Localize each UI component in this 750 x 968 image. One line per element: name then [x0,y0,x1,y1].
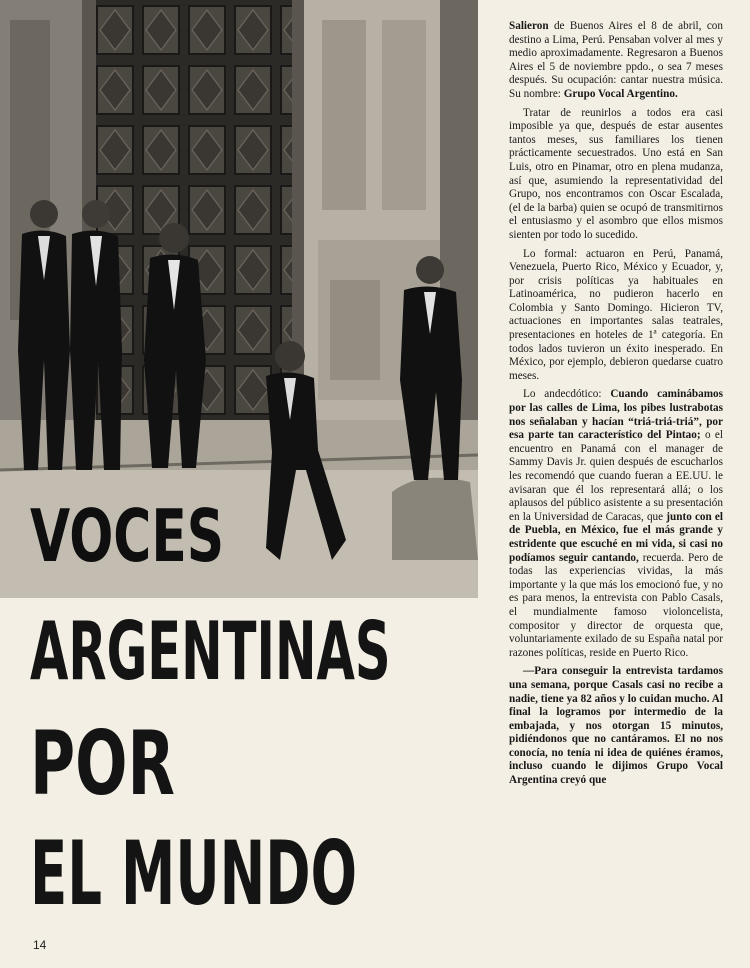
p5-quote: —Para conseguir la entrevista tardamos una semana, porque Casals casi no recibe a nadie, tiene ya 82 años y lo cuidan mucho. Al final la logramos por intermedio de la embajada, y nos otorgan 15 minutos, pidiéndonos que no cantáramos. El no nos conocía, no tenía ni idea de quiénes éramos, incluso cuando le dijimos Grupo Vocal Argentina creyó que [509,665,723,787]
p4-body: o el encuentro en Panamá con el manager de Sammy Davis Jr. quien después de escucharlos les recomendó que cuando fueran a EE.UU. le avisaran que él los representará allá; o los aplausos del público asistente a su presentación en la Universidad de Caracas, que [509,429,724,523]
group-name: Grupo Vocal Argentino. [563,87,678,100]
article-paragraph-4 [509,388,723,660]
headline-line-4: EL MUNDO [30,822,357,925]
article-paragraph-3: Lo formal: actuaron en Perú, Panamá, Venezuela, Puerto Rico, México y Ecuador, y, por crisis políticas ya habituales en Latinoamérica, no pudieron hacerlo en Colombia y Santo Domingo. Hicieron TV, actuaciones en importantes salas teatrales, presentaciones en hoteles de 1ª categoría. En todos lados tuvieron un éxito inesperado. En México, por ejemplo, debieron quedarse cuatro meses. [509,247,723,382]
article-paragraph-1 [509,20,723,102]
p4-closing: recuerda. Pero de todas las experiencias vividas, la más importante y la que más los emocionó fue, y no es para menos, la entrevista con Pablo Casals, el mundialmente famoso violoncelista, compositor y director de orquesta que, voluntariamente exilado de su España natal por razones políticas, reside en Puerto Rico. [509,551,723,659]
headline-line-2: ARGENTINAS [30,605,391,698]
p1-body: de Buenos Aires el 8 de abril, con destino a Lima, Perú. Pensaban volver al mes y medio aproximadamente. Regresaron a Buenos Aires el 5 de noviembre ppdo., o sea 7 meses después. Su ocupación: cantar nuestra música. Su nombre: [509,20,723,100]
page-number: 14 [33,938,47,952]
article-column [509,20,723,950]
p4-intro: Lo andecdótico: [523,388,611,401]
headline-line-1: VOCES [30,494,225,578]
article-paragraph-2: Tratar de reunirlos a todos era casi imposible ya que, después de estar ausentes tantos meses, sus familiares los tienen prácticamente secuestrados. Uno está en San Luis, otro en Pinamar, otro en plena mudanza, así que, asumiendo la representatividad del Grupo, nos encontramos con Oscar Escalada, (el de la barba) quien se ocupó de transmitirnos el entusiasmo y el asombro que ellos mismos sienten por todo lo sucedido. [509,106,723,241]
p4-quote-lima: Cuando caminábamos por las calles de Lima, los pibes lustrabotas nos señalaban y hacían “triá-triá-triá”, por esa parte tan característico del Pintao; [509,388,723,442]
p4-quote-puebla: junto con el de Puebla, en México, fue el más grande y estridente que escuché en mi vida, si casi no podíamos seguir cantando, [509,510,723,564]
article-paragraph-5 [509,665,723,787]
lead-word: Salieron [509,20,549,32]
headline-line-3: POR [30,712,175,815]
